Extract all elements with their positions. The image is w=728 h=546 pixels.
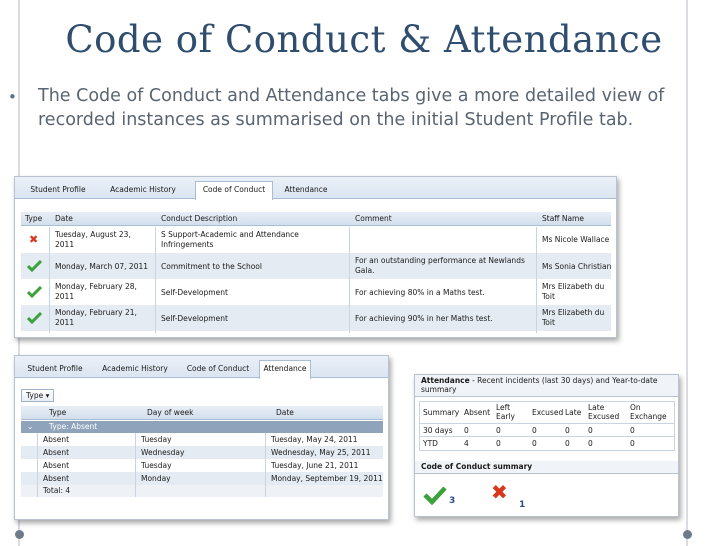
tab-code-of-conduct[interactable]: Code of Conduct [195,181,273,200]
total-row [21,485,383,497]
tab-academic-history[interactable]: Academic History [110,185,176,194]
negative-count: 1 [519,500,526,510]
row-value: 0 [565,439,570,448]
row-day: Tuesday [141,435,172,444]
row-date-cont: 2011 [55,292,75,301]
col-date[interactable]: Date [55,214,73,223]
tab-academic-history[interactable]: Academic History [102,364,168,373]
col-divider [536,227,537,333]
attendance-screenshot [14,355,389,520]
col-absent: Absent [464,408,491,417]
positive-check-icon [27,286,42,298]
row-value: 0 [464,426,469,435]
positive-check-icon [27,312,42,324]
row-value: 0 [630,426,635,435]
table-row[interactable] [21,446,383,459]
col-day-of-week[interactable]: Day of week [147,408,194,417]
row-date: Monday, March 07, 2011 [55,262,149,271]
table-row[interactable] [21,253,611,279]
conduct-table-body [21,227,611,333]
tab-student-profile[interactable]: Student Profile [27,364,83,373]
col-divider [349,227,350,333]
table-row[interactable] [21,279,611,305]
col-type[interactable]: Type [49,408,67,417]
summary-screenshot [414,374,679,517]
summary-table-header [420,402,674,424]
negative-cross-icon: ✖ [29,233,39,246]
row-type: Absent [43,474,70,483]
col-on-exchange: On Exchange [630,403,667,421]
chevron-down-icon: ▾ [45,391,50,400]
row-date: Monday, February 21, [55,308,137,317]
row-staff: Ms Nicole Wallace [542,235,610,244]
row-value: 0 [588,426,593,435]
col-divider [49,227,50,333]
row-date-cont: 2011 [55,240,75,249]
row-label: YTD [423,439,438,448]
col-divider [37,433,38,497]
row-comment: For achieving 90% in her Maths test. [355,314,493,323]
row-description: S Support-Academic and Attendance [161,230,299,239]
row-type: Absent [43,435,70,444]
attendance-summary-title-block [421,376,673,394]
bullet-text: The Code of Conduct and Attendance tabs give a more detailed view of recorded instances as summarised on the initial Student Profile tab. [38,86,665,130]
summary-row [420,437,674,450]
col-divider [265,433,266,497]
group-label: Type: Absent [49,422,98,431]
row-date: Monday, February 28, [55,282,137,291]
positive-check-icon [27,260,42,272]
conduct-table-header [21,212,611,226]
col-type[interactable]: Type [25,214,43,223]
type-dropdown-label: Type [26,391,44,400]
col-date[interactable]: Date [276,408,294,417]
table-row[interactable] [21,305,611,331]
conduct-summary-title: Code of Conduct summary [421,462,533,471]
attendance-summary-subtitle: - Recent incidents (last 30 days) and Year-to-date summary [421,376,658,394]
collapse-chevron-icon[interactable]: ⌄ [27,422,34,431]
row-description-cont: Infringements [161,240,214,249]
tab-attendance[interactable]: Attendance [259,360,311,379]
group-row[interactable] [21,421,383,433]
table-row[interactable] [21,433,383,446]
attendance-table-body [21,433,383,497]
row-value: 0 [532,439,537,448]
conduct-summary-header [415,461,679,474]
row-description: Self-Development [161,314,228,323]
conduct-tabbar [15,177,616,199]
row-description: Self-Development [161,288,228,297]
right-rule [686,0,688,546]
row-label: 30 days [423,426,453,435]
col-divider [155,227,156,333]
attendance-tabbar [15,356,388,378]
tab-code-of-conduct[interactable]: Code of Conduct [186,364,250,373]
row-staff: Mrs Elizabeth du [542,282,605,291]
row-value: 0 [630,439,635,448]
row-staff-cont: Toit [542,292,555,301]
row-date: Tuesday, May 24, 2011 [271,435,358,444]
summary-row [420,424,674,437]
row-comment: For an outstanding performance at Newlands [355,256,525,265]
row-date: Wednesday, May 25, 2011 [271,448,371,457]
table-row[interactable] [21,227,611,253]
col-staff-name[interactable]: Staff Name [542,214,584,223]
tab-student-profile[interactable]: Student Profile [30,185,86,194]
col-comment[interactable]: Comment [355,214,392,223]
row-type: Absent [43,448,70,457]
col-late-excused: Late Excused [588,403,620,421]
row-value: 0 [588,439,593,448]
corner-dot-right [683,530,692,539]
attendance-table-header [21,406,383,420]
col-conduct-description[interactable]: Conduct Description [161,214,238,223]
tab-attendance[interactable]: Attendance [284,185,328,194]
attendance-summary-table [419,401,675,451]
positive-check-icon [423,485,447,505]
col-left-early: Left Early [496,403,515,421]
row-day: Monday [141,474,171,483]
row-staff-cont: Toit [542,318,555,327]
attendance-summary-header [415,375,679,397]
positive-count: 3 [449,496,456,506]
row-description: Commitment to the School [161,262,262,271]
row-value: 4 [464,439,469,448]
row-comment-cont: Gala. [355,266,375,275]
type-dropdown[interactable] [21,389,54,402]
row-day: Wednesday [141,448,185,457]
row-staff: Mrs Elizabeth du [542,308,605,317]
row-day: Tuesday [141,461,172,470]
slide-title: Code of Conduct & Attendance [65,18,663,61]
row-date: Monday, September 19, 2011 [271,474,383,483]
row-value: 0 [532,426,537,435]
row-value: 0 [565,426,570,435]
row-staff: Ms Sonia Christian [542,262,612,271]
corner-dot-left [15,530,24,539]
col-late: Late [565,408,582,417]
bullet-marker: • [8,88,17,106]
col-summary: Summary [423,408,460,417]
row-value: 0 [496,439,501,448]
table-row[interactable] [21,459,383,472]
row-value: 0 [496,426,501,435]
row-date: Tuesday, August 23, [55,230,131,239]
conduct-screenshot [14,176,617,338]
total-label: Total: 4 [43,486,71,495]
table-row[interactable] [21,472,383,485]
row-date-cont: 2011 [55,318,75,327]
row-type: Absent [43,461,70,470]
row-comment: For achieving 80% in a Maths test. [355,288,485,297]
col-divider [135,433,136,497]
col-excused: Excused [532,408,564,417]
row-date: Tuesday, June 21, 2011 [271,461,359,470]
negative-cross-icon: ✖ [491,480,508,504]
attendance-summary-title: Attendance [421,376,470,385]
